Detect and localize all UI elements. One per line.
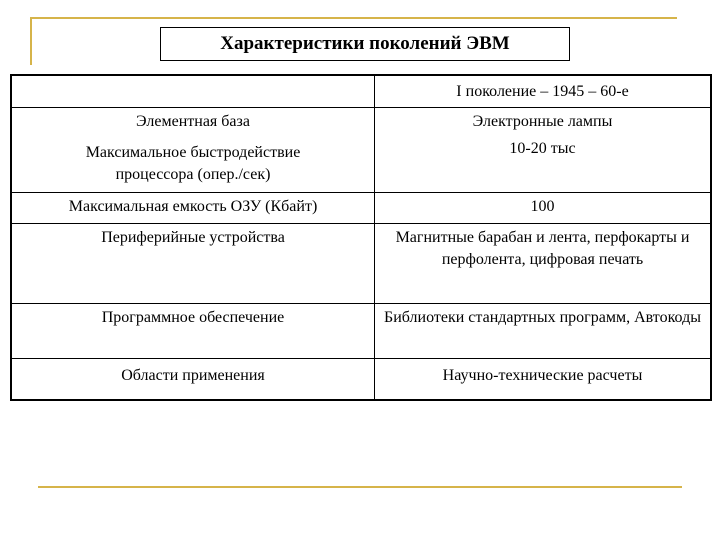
generations-table <box>10 74 712 401</box>
table-row <box>12 358 710 400</box>
row-value: Библиотеки стандартных программ, Автокоды <box>374 304 710 359</box>
header-cell-generation: I поколение – 1945 – 60-е <box>374 76 710 107</box>
slide-title-text: Характеристики поколений ЭВМ <box>220 33 510 54</box>
row-label: Максимальная емкость ОЗУ (Кбайт) <box>68 198 318 215</box>
decorative-left-rule <box>30 17 32 65</box>
row-label: Элементная база <box>136 113 250 130</box>
header-cell-empty <box>12 76 374 107</box>
table-row <box>12 107 710 139</box>
row-value: Научно-технические расчеты <box>374 359 710 400</box>
table-row <box>12 303 710 359</box>
row-label: Максимальное быстродействие процессора (опер./сек) <box>85 144 301 183</box>
decorative-top-rule <box>30 17 677 19</box>
row-value: Магнитные барабан и лента, перфокарты и перфолента, цифровая печать <box>374 224 710 304</box>
slide-title <box>160 27 570 61</box>
decorative-bottom-rule <box>38 486 682 488</box>
table-row <box>12 138 710 192</box>
row-label: Программное обеспечение <box>101 309 285 326</box>
row-value: 10-20 тыс <box>374 138 710 192</box>
table-header-row <box>12 76 710 107</box>
table-row <box>12 192 710 224</box>
row-label: Периферийные устройства <box>101 229 285 246</box>
row-value: Электронные лампы <box>374 108 710 139</box>
table-row <box>12 223 710 304</box>
row-label: Области применения <box>121 367 265 384</box>
row-value: 100 <box>374 193 710 224</box>
